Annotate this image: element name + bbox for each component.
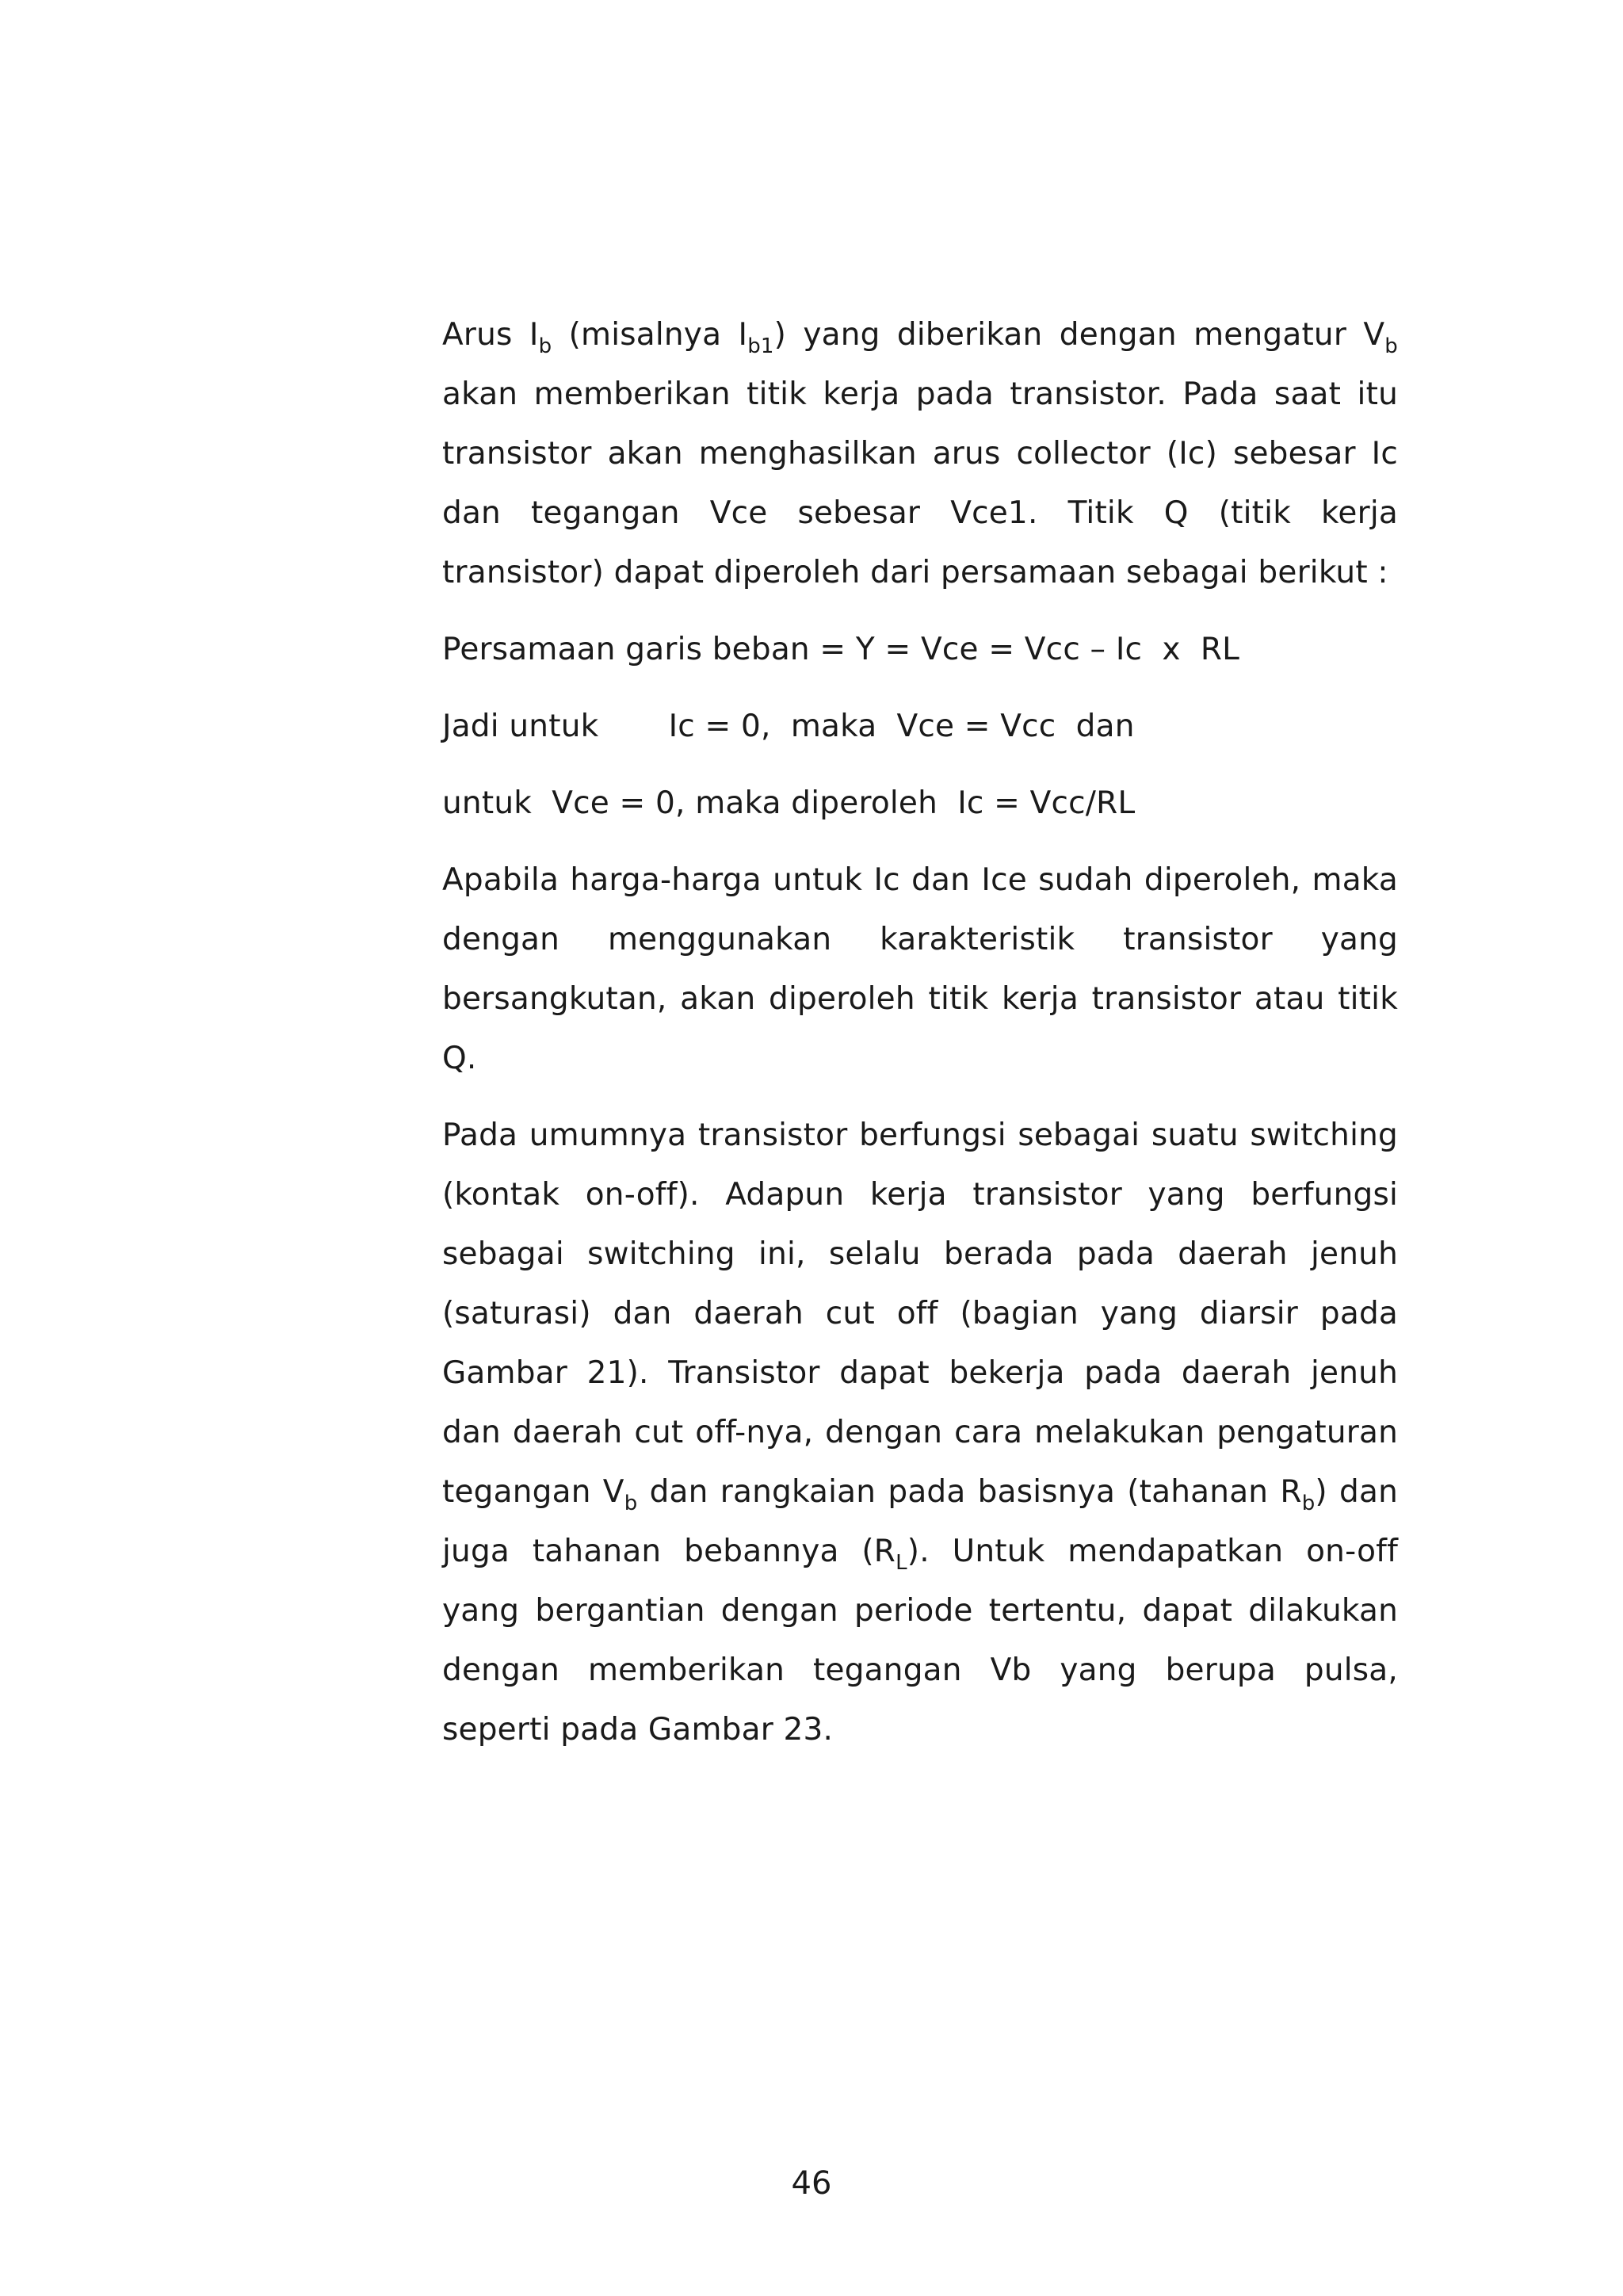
- subscript: b: [1384, 334, 1398, 358]
- body-text: [442, 305, 1398, 1759]
- text-run: dan rangkaian pada basisnya (tahanan R: [637, 1474, 1302, 1510]
- equation-load-line: Persamaan garis beban = Y = Vce = Vcc – Ic x RL: [442, 632, 1240, 667]
- equation-ic-zero: Jadi untuk Ic = 0, maka Vce = Vcc dan: [442, 709, 1135, 744]
- paragraph-operating-point: [442, 305, 1398, 602]
- text-run: ) dan juga tahanan bebannya (R: [442, 1474, 1398, 1569]
- text-run: ) yang diberikan dengan mengatur V: [773, 317, 1385, 353]
- text-run: (misalnya I: [552, 317, 748, 353]
- paragraph-switching: [442, 1106, 1398, 1759]
- paragraph-q-point: Apabila harga-harga untuk Ic dan Ice sudah diperoleh, maka dengan menggunakan karakteristik transistor yang bersangkutan, akan diperoleh titik kerja transistor atau titik Q.: [442, 862, 1398, 1076]
- subscript: L: [896, 1551, 907, 1575]
- text-run: Arus I: [442, 317, 539, 353]
- subscript: b: [538, 334, 552, 358]
- text-run: ). Untuk mendapatkan on-off yang bergantian dengan periode tertentu, dapat dilakukan dengan memberikan tegangan Vb yang berupa pulsa, seperti pada Gambar 23.: [442, 1534, 1398, 1748]
- text-run: Pada umumnya transistor berfungsi sebagai suatu switching (kontak on-off). Adapun kerja transistor yang berfungsi sebagai switching ini, selalu berada pada daerah jenuh (saturasi) dan daerah cut off (bagian yang diarsir pada Gambar 21). Transistor dapat bekerja pada daerah jenuh dan daerah cut off-nya, dengan cara melakukan pengaturan tegangan V: [442, 1117, 1398, 1510]
- subscript: b: [1301, 1492, 1316, 1515]
- equation-vce-zero: untuk Vce = 0, maka diperoleh Ic = Vcc/RL: [442, 785, 1136, 821]
- subscript: b: [624, 1492, 638, 1515]
- subscript: b1: [747, 334, 774, 358]
- page-number: 46: [791, 2165, 832, 2202]
- text-run: akan memberikan titik kerja pada transistor. Pada saat itu transistor akan menghasilkan arus collector (Ic) sebesar Ic dan tegangan Vce sebesar Vce1. Titik Q (titik kerja transistor) dapat diperoleh dari persamaan sebagai berikut :: [442, 376, 1398, 590]
